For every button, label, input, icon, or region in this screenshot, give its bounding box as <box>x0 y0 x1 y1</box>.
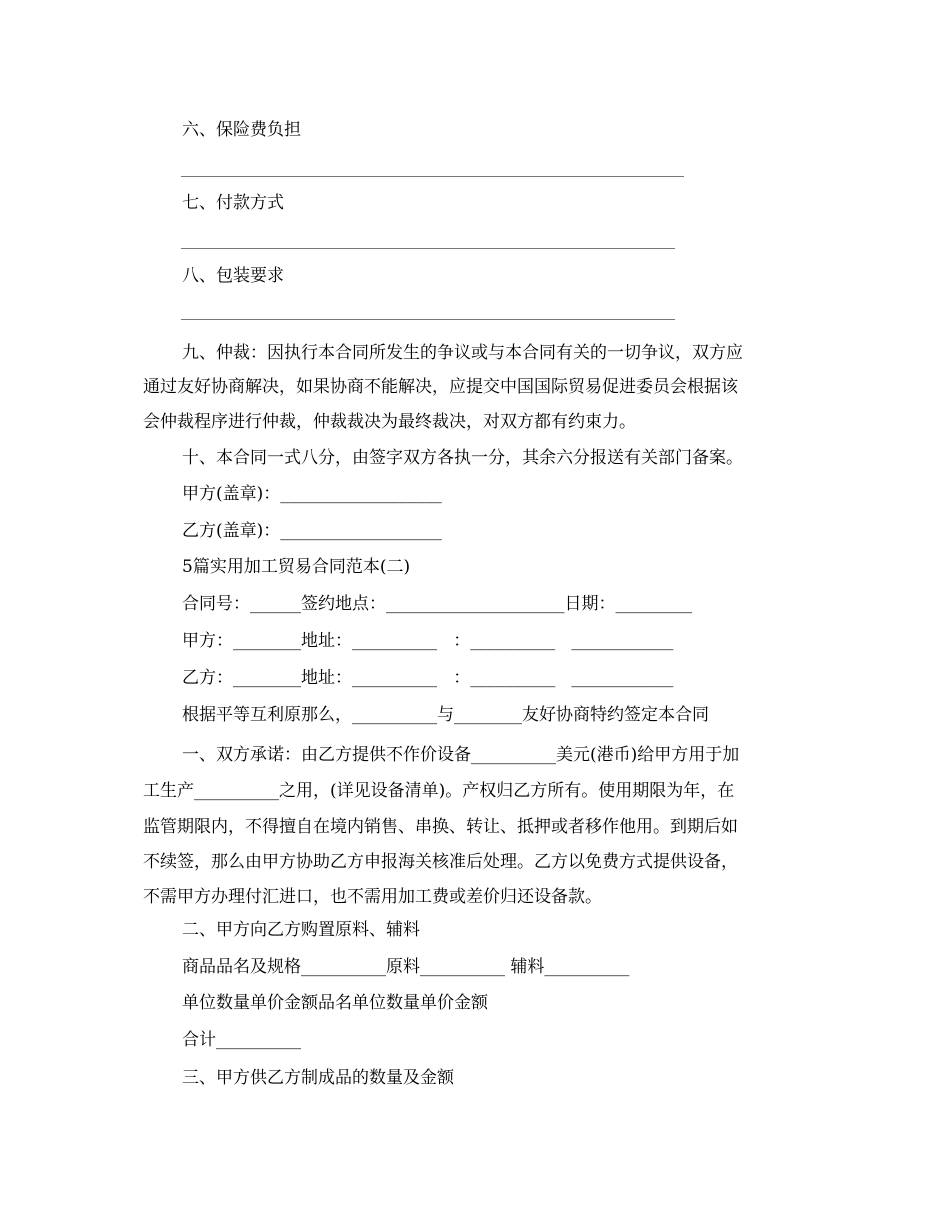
party-a-info-line: 甲方：________地址：__________ ：__________ ____________ <box>182 631 674 651</box>
goods-spec-line: 商品品名及规格__________原料__________ 辅料__________ <box>182 957 630 977</box>
blank-fill-line <box>181 319 675 320</box>
arbitration-line: 九、仲裁：因执行本合同所发生的争议或与本合同有关的一切争议，双方应 <box>182 343 743 363</box>
copies-clause: 十、本合同一式八分，由签字双方各执一分，其余六分报送有关部门备案。 <box>182 448 743 468</box>
arbitration-line: 会仲裁程序进行仲裁，仲裁裁决为最终裁决，对双方都有约束力。 <box>143 412 636 432</box>
clause-line: 一、双方承诺：由乙方提供不作价设备__________美元(港币)给甲方用于加 <box>182 745 740 765</box>
total-line: 合计__________ <box>182 1030 301 1050</box>
party-b-seal-line: 乙方(盖章)：___________________ <box>182 521 442 541</box>
clause-products-heading: 三、甲方供乙方制成品的数量及金额 <box>182 1068 454 1088</box>
contract-basis-line: 根据平等互利原那么，__________与________友好协商特约签定本合同 <box>182 705 709 725</box>
party-b-info-line: 乙方：________地址：__________ ：__________ ____________ <box>182 668 674 688</box>
clause-line: 不续签，那么由甲方协助乙方申报海关核准后处理。乙方以免费方式提供设备， <box>143 852 738 872</box>
blank-fill-line <box>181 176 684 177</box>
contract-title: 5篇实用加工贸易合同范本(二) <box>182 557 411 577</box>
clause-line: 工生产__________之用，(详见设备清单)。产权归乙方所有。使用期限为年，在 <box>143 781 735 801</box>
units-header-line: 单位数量单价金额品名单位数量单价金额 <box>182 993 488 1013</box>
contract-header-line: 合同号：______签约地点：_____________________日期：_________ <box>182 594 692 614</box>
blank-fill-line <box>181 248 675 249</box>
section-payment-heading: 七、付款方式 <box>182 193 284 213</box>
party-a-seal-line: 甲方(盖章)：___________________ <box>182 484 442 504</box>
section-packing-heading: 八、包装要求 <box>182 266 284 286</box>
clause-materials-heading: 二、甲方向乙方购置原料、辅料 <box>182 920 420 940</box>
clause-line: 监管期限内，不得擅自在境内销售、串换、转让、抵押或者移作他用。到期后如 <box>143 817 738 837</box>
clause-line: 不需甲方办理付汇进口，也不需用加工费或差价归还设备款。 <box>143 887 602 907</box>
section-insurance-heading: 六、保险费负担 <box>182 120 301 140</box>
arbitration-line: 通过友好协商解决，如果协商不能解决，应提交中国国际贸易促进委员会根据该 <box>143 377 738 397</box>
